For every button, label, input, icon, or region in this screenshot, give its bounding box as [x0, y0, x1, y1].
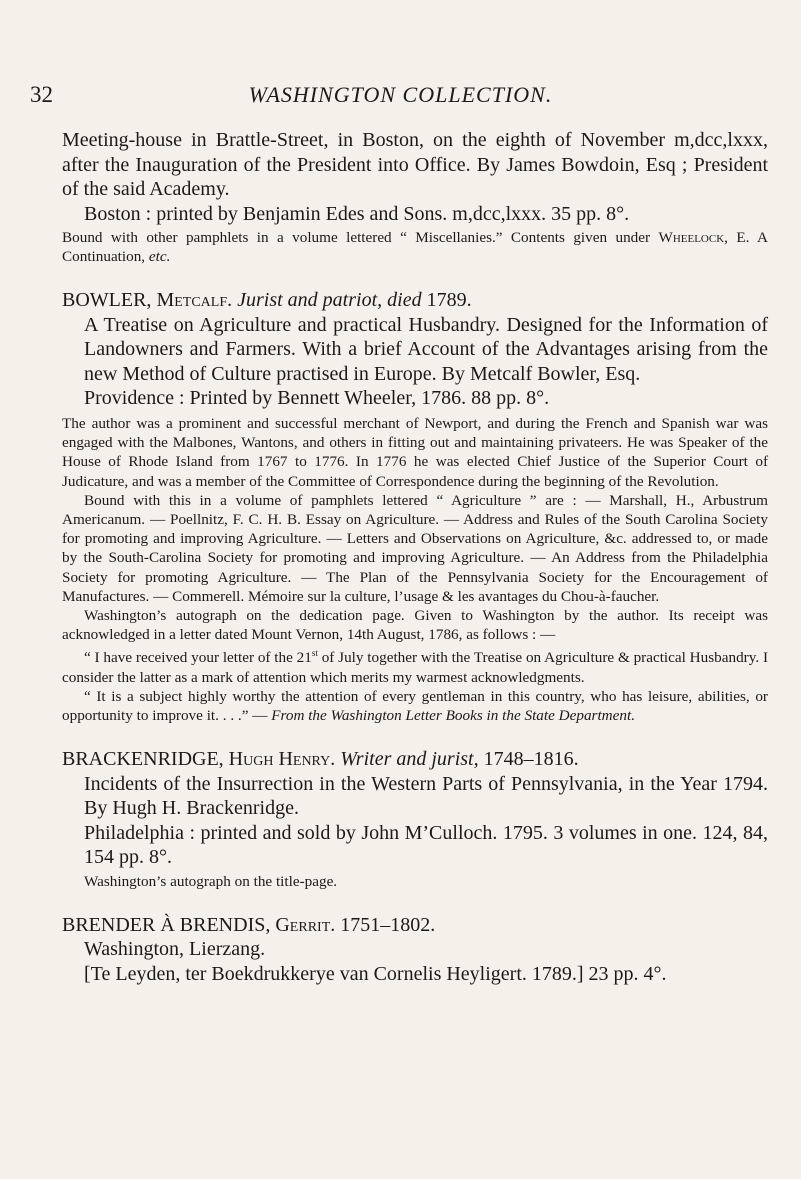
- entry-name: BOWLER,: [62, 289, 157, 312]
- entry-imprint: Philadelphia : printed and sold by John M’Culloch. 1795. 3 volumes in one. 124, 84, 154 pp. 8°.: [84, 821, 768, 869]
- quote-text: of July together with the Treatise on Agriculture & practical Husbandry. I consider the latter as a mark of attention which merits my warmest acknowledgments.: [62, 649, 768, 686]
- entry-given-name: Gerrit.: [275, 913, 336, 936]
- entry-quote: [62, 644, 768, 686]
- note-name: Wheelock, E.: [658, 229, 750, 246]
- entry-note: The author was a prominent and successful merchant of Newport, and during the French and Spanish war was engaged with the Malbones, Wantons, and others in fitting out and maintaining privateers. He was Speaker of the House of Rhode Island from 1767 to 1776. In 1776 he was elected Chief Justice of the Superior Court of Judicature, and was a member of the Committee of Correspondence during the beginning of the Revolution.: [62, 414, 768, 490]
- entry-note: Washington’s autograph on the dedication page. Given to Washington by the author. Its receipt was acknowledged in a letter dated Mount Vernon, 14th August, 1786, as follows : —: [62, 606, 768, 644]
- entry-years: 1751–1802.: [335, 913, 436, 936]
- page-body: [62, 128, 768, 986]
- entry-name: BRACKENRIDGE,: [62, 748, 229, 771]
- running-head: WASHINGTON COLLECTION.: [248, 82, 553, 107]
- entry-given-name: Hugh Henry.: [228, 748, 336, 771]
- entry-title: A Treatise on Agriculture and practical Husbandry. Designed for the Information of Landowners and Farmers. With a brief Account of the Advantages arising from the new Method of Culture practised in Europe. By Metcalf Bowler, Esq.: [84, 313, 768, 385]
- note-text: Bound with other pamphlets in a volume lettered “ Miscellanies.” Contents given under: [62, 229, 651, 246]
- entry-title: Incidents of the Insurrection in the Western Parts of Pennsylvania, in the Year 1794. By Hugh H. Brackenridge.: [84, 772, 768, 820]
- quote-source: From the Washington Letter Books in the State Department.: [271, 707, 635, 725]
- note-tail: A Continuation,: [62, 229, 768, 266]
- entry-heading-brackenridge: [62, 747, 768, 772]
- page-number: 32: [30, 82, 53, 107]
- entry-continuation-text: Meeting-house in Brattle-Street, in Boston, on the eighth of November m,dcc,lxxx, after the Inauguration of the President into Office. By James Bowdoin, Esq ; President of the said Academy.: [62, 129, 768, 200]
- entry-quote: [62, 687, 768, 725]
- entry-year: 1789.: [421, 289, 472, 312]
- quote-text: “ I have received your letter of the 21: [84, 649, 312, 667]
- note-etc: etc.: [148, 248, 171, 266]
- entry-note: Bound with this in a volume of pamphlets lettered “ Agriculture ” are : — Marshall, H., Arbustrum Americanum. — Poellnitz, F. C. H. B. Essay on Agriculture. — Address and Rules of the South Carolina Society for promoting and improving Agriculture. — Letters and Observations on Agriculture, &c. addressed to, or made by the South-Carolina Society for promoting and improving Agriculture. — An Address from the Philadelphia Society for promoting Agriculture. — The Plan of the Pennsylvania Society for the Encouragement of Manufactures. — Commerell. Mémoire sur la culture, l’usage & les avantages du Chou-à-faucher.: [62, 491, 768, 605]
- entry-title: Washington, Lierzang.: [84, 938, 266, 961]
- entry-imprint: [Te Leyden, ter Boekdrukkerye van Cornelis Heyligert. 1789.] 23 pp. 4°.: [84, 962, 667, 985]
- entry-continuation-note: [62, 228, 768, 266]
- page-header: [0, 82, 801, 112]
- entry-given-name: Metcalf.: [156, 289, 233, 312]
- entry-heading-brender: [62, 913, 768, 938]
- entry-description: Writer and jurist,: [340, 748, 479, 771]
- quote-superscript: st: [311, 648, 318, 659]
- entry-name: BRENDER À BRENDIS,: [62, 913, 276, 936]
- entry-continuation-imprint: Boston : printed by Benjamin Edes and Sons. m,dcc,lxxx. 35 pp. 8°.: [84, 202, 630, 225]
- entry-description: Jurist and patriot, died: [237, 289, 422, 312]
- entry-years: 1748–1816.: [478, 748, 579, 771]
- entry-heading-bowler: [62, 288, 768, 313]
- quote-text: “ It is a subject highly worthy the attention of every gentleman in this country, who has leisure, abilities, or opportunity to improve it. . . .” —: [62, 687, 768, 725]
- entry-imprint: Providence : Printed by Bennett Wheeler, 1786. 88 pp. 8°.: [84, 387, 550, 410]
- entry-note: Washington’s autograph on the title-page.: [84, 872, 338, 890]
